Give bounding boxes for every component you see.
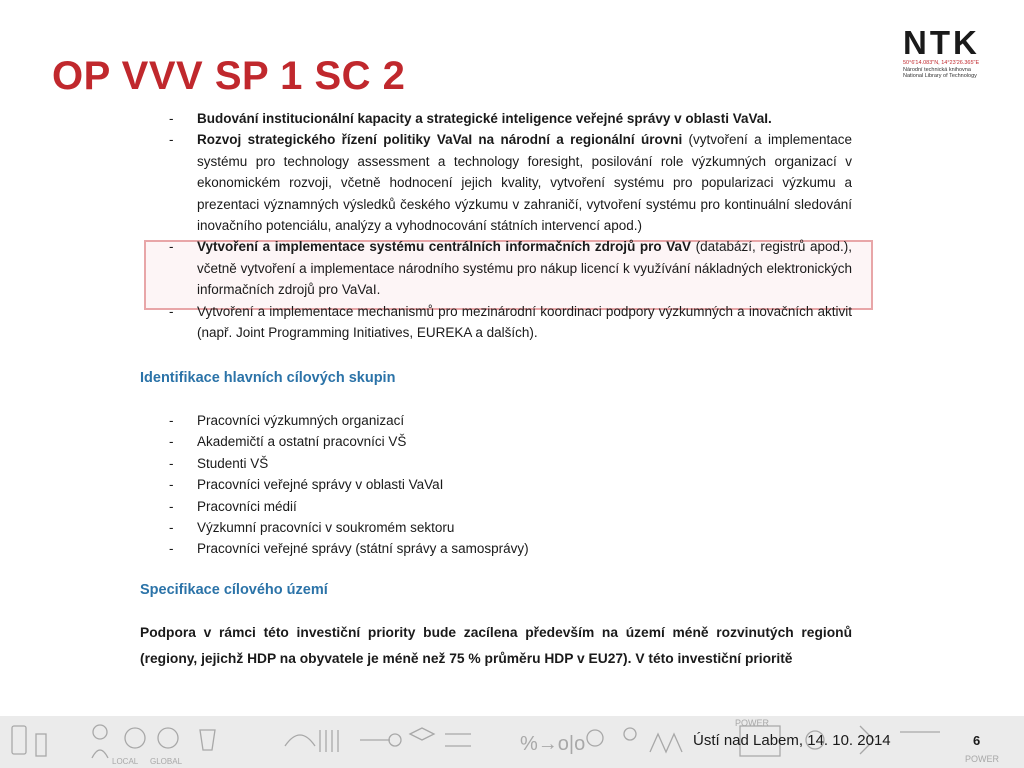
page-number: 6 xyxy=(973,733,981,748)
dash-bullet: - xyxy=(169,132,174,148)
doodle-label-global: GLOBAL xyxy=(150,757,183,766)
dash-bullet: - xyxy=(169,239,174,255)
dash-bullet: - xyxy=(169,498,174,514)
item-text: Výzkumní pracovníci v soukromém sektoru xyxy=(197,520,455,536)
item-text: Pracovníci veřejné správy (státní správy a samosprávy) xyxy=(197,541,529,557)
dash-bullet: - xyxy=(169,111,174,126)
item-text: Pracovníci výzkumných organizací xyxy=(197,413,405,428)
battery-doodle-icon xyxy=(36,734,46,756)
item-text: Studenti VŠ xyxy=(197,455,269,471)
item-bold-text: Budování institucionální kapacity a strategické inteligence veřejné správy v oblasti VaVaI. xyxy=(197,111,772,126)
dash-bullet: - xyxy=(169,303,174,319)
target-groups-list xyxy=(140,410,852,560)
list-item xyxy=(140,538,852,559)
trees-doodle-icon xyxy=(650,734,682,752)
dash-bullet: - xyxy=(169,520,174,536)
territory-heading: Specifikace cílového území xyxy=(140,582,328,598)
dash-bullet: - xyxy=(169,434,174,450)
list-item xyxy=(140,431,852,452)
list-item xyxy=(140,129,852,236)
logo-name: NTK xyxy=(903,24,980,61)
gear-doodle-icon xyxy=(389,734,401,746)
footer-place-date: Ústí nad Labem, 14. 10. 2014 xyxy=(693,732,891,749)
item-bold-text: Vytvoření a implementace systému centrálních informačních zdrojů pro VaV xyxy=(197,239,692,255)
item-text: (vytvoření a implementace systému pro technology assessment a technology foresight, posilování role výzkumných organizací v ekonomickém rozvoji, včetně hodnocení jejich kvality, vytvoření systému pro popularizaci výzkumu a prezentaci významných výsledků českého výzkumu v zahraničí, vytvoření systému pro kontinuální sledování inovačního potenciálu, analýzy a vyhodnocování státních intervencí apod.) xyxy=(197,132,852,234)
list-item xyxy=(140,410,852,431)
slide-content xyxy=(140,108,852,666)
item-text: Akademičtí a ostatní pracovníci VŠ xyxy=(197,434,407,450)
list-item xyxy=(140,301,852,344)
doodle-label-local: LOCAL xyxy=(112,757,139,766)
doodle-label-power: POWER xyxy=(735,718,770,728)
person-doodle-icon xyxy=(93,725,107,739)
face-doodle-icon xyxy=(158,728,178,748)
territory-paragraph: Podpora v rámci této investiční priority bude zacílena především na území méně rozvinutých regionů (regiony, jejichž HDP na obyvatele je méně než 75 % průměru HDP v EU27). V této investiční prioritě xyxy=(140,625,852,666)
list-item xyxy=(140,453,852,474)
item-text: Vytvoření a implementace mechanismů pro mezinárodní koordinaci podpory výzkumných a inovačních aktivit (např. Joint Programming Initiatives, EUREKA a dalších). xyxy=(197,303,852,341)
dash-bullet: - xyxy=(169,413,174,428)
globe-doodle-icon xyxy=(587,730,603,746)
hand-doodle-icon xyxy=(285,735,315,746)
list-item xyxy=(140,517,852,538)
dash-bullet: - xyxy=(169,477,174,493)
item-text: (databází, registrů apod.), včetně vytvoření a implementace národního systému pro nákup licencí k využívání nákladných elektronických informačních zdrojů pro VaVaI. xyxy=(197,239,852,298)
item-text: Pracovníci médií xyxy=(197,498,297,514)
list-item xyxy=(140,108,852,129)
bars-doodle-icon xyxy=(320,730,338,752)
cup-doodle-icon xyxy=(200,730,215,750)
face-doodle-icon xyxy=(125,728,145,748)
item-bold-text: Rozvoj strategického řízení politiky VaVaI na národní a regionální úrovni xyxy=(197,132,683,148)
priority-list xyxy=(140,108,852,343)
slide-title: OP VVV SP 1 SC 2 xyxy=(52,54,406,98)
doodle-percent: %→o|o xyxy=(520,733,586,755)
doodle-label-power: POWER xyxy=(965,754,1000,764)
logo-line-english: National Library of Technology xyxy=(903,73,977,79)
item-text: Pracovníci veřejné správy v oblasti VaVaI xyxy=(197,477,444,493)
dash-bullet: - xyxy=(169,541,174,557)
ntk-logo xyxy=(903,26,1003,80)
dash-bullet: - xyxy=(169,455,174,471)
phone-doodle-icon xyxy=(12,726,26,754)
logo-coords: 50°6'14.083"N, 14°23'26.365"E xyxy=(903,60,980,66)
logo-line-czech: Národní technická knihovna xyxy=(903,66,971,73)
list-item xyxy=(140,474,852,495)
list-item-highlighted xyxy=(140,236,852,300)
target-groups-heading: Identifikace hlavních cílových skupin xyxy=(140,370,396,386)
list-item xyxy=(140,496,852,517)
